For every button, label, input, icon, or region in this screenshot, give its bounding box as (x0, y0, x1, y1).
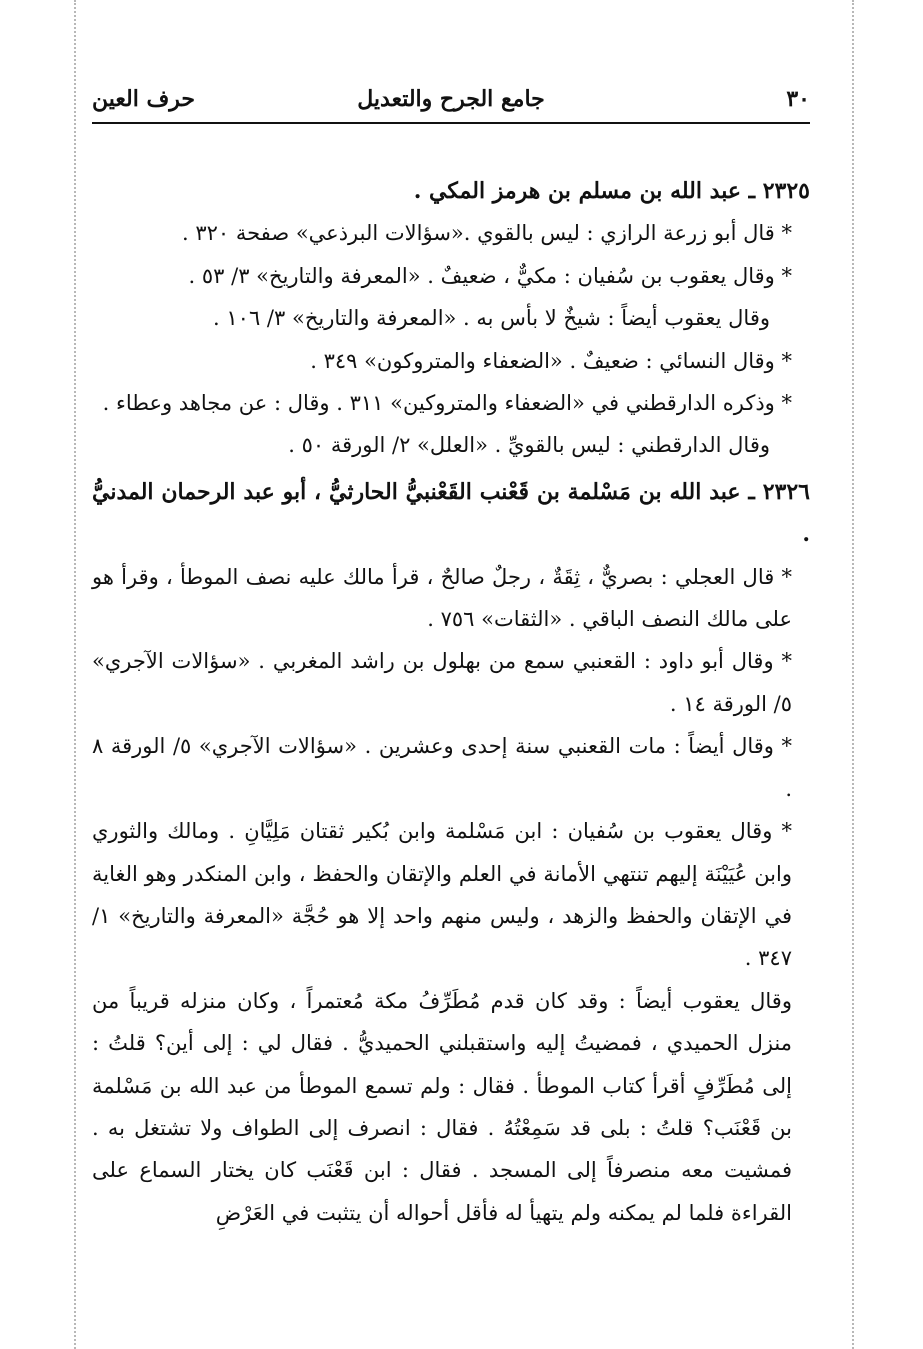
entry-line: وقال الدارقطني : ليس بالقويِّ . «العلل» ٢/ الورقة ٥٠ . (288, 433, 770, 458)
entry-line: * وقال أبو داود : القعنبي سمع من بهلول بن راشد المغربي . «سؤالات الآجري» ٥/ الورقة ١٤ . (92, 649, 792, 716)
entry-line: وقال يعقوب أيضاً : وقد كان قدم مُطَرِّفُ مكة مُعتمراً ، وكان منزله قريباً من منزل الحميدي ، فمضيتُ إليه واستقبلني الحميديُّ . فقال لي : إلى أين؟ قلتُ : إلى مُطَرِّفٍ أقرأ كتاب الموطأ . فقال : ولم تسمع الموطأ من عبد الله بن مَسْلمة بن قَعْنَب؟ قلتُ : بلى قد سَمِعْتُهُ . فقال : انصرف إلى الطواف ولا تشتغل به . فمشيت معه منصرفاً إلى المسجد . فقال : ابن قَعْنَب كان يختار السماع على القراءة فلما لم يمكنه ولم يتهيأ له فأقل أحواله أن يتثبت في العَرْضِ (92, 988, 792, 1225)
entry-line: * قال العجلي : بصريٌّ ، ثِقَةٌ ، رجلٌ صالحٌ ، قرأ مالك عليه نصف الموطأ ، وقرأ هو على مالك النصف الباقي . «الثقات» ٧٥٦ . (92, 564, 792, 632)
page-number: ٣٠ (786, 86, 810, 112)
section-title: حرف العين (92, 86, 196, 112)
entry-line: وقال يعقوب أيضاً : شيخٌ لا بأس به . «المعرفة والتاريخ» ٣/ ١٠٦ . (213, 306, 770, 331)
page-body (92, 170, 810, 1234)
entry-title: ٢٣٢٥ ـ عبد الله بن مسلم بن هرمز المكي . (413, 178, 810, 204)
entry-line: * وقال يعقوب بن سُفيان : مكيٌّ ، ضعيفٌ . «المعرفة والتاريخ» ٣/ ٥٣ . (188, 263, 792, 288)
margin-guide-left (74, 0, 76, 1349)
entry-line: * وقال النسائي : ضعيفٌ . «الضعفاء والمتروكون» ٣٤٩ . (310, 348, 792, 373)
margin-guide-right (852, 0, 854, 1349)
entry-line: * وذكره الدارقطني في «الضعفاء والمتروكين» ٣١١ . وقال : عن مجاهد وعطاء . (102, 391, 792, 416)
entry-title: ٢٣٢٦ ـ عبد الله بن مَسْلمة بن قَعْنب القَعْنبيُّ الحارثيُّ ، أبو عبد الرحمان المدنيُّ . (92, 478, 810, 548)
entry-line: * قال أبو زرعة الرازي : ليس بالقوي .«سؤالات البرذعي» صفحة ٣٢٠ . (182, 221, 792, 246)
entry-line: * وقال أيضاً : مات القعنبي سنة إحدى وعشرين . «سؤالات الآجري» ٥/ الورقة ٨ . (92, 734, 792, 801)
page-header (92, 82, 810, 124)
book-title: جامع الجرح والتعديل (357, 86, 545, 112)
entry-line: * وقال يعقوب بن سُفيان : ابن مَسْلمة وابن بُكير ثقتان مَلِيَّانِ . ومالك والثوري وابن عُيَيْنَة إليهم تنتهي الأمانة في العلم والإتقان والحفظ ، وابن المنكدر وهو الغاية في الإتقان والحفظ والزهد ، وليس منهم واحد إلا هو حُجَّة «المعرفة والتاريخ» ١/ ٣٤٧ . (92, 819, 792, 971)
